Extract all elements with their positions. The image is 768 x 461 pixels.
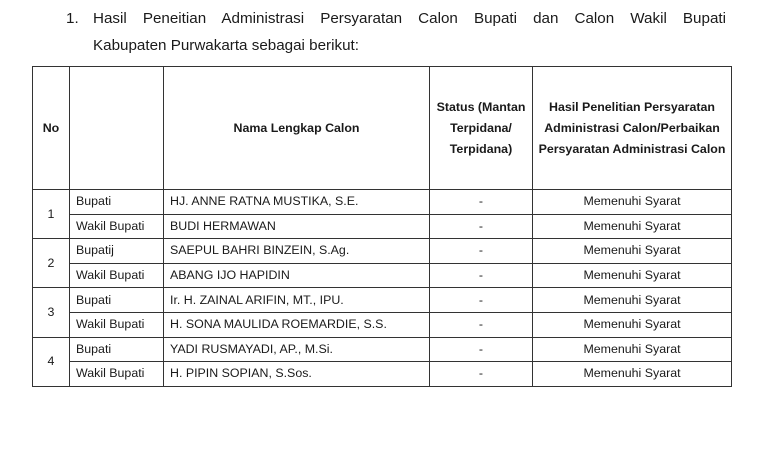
hasil-cell: Memenuhi Syarat [533, 190, 732, 215]
table-row [33, 288, 732, 313]
jabatan-cell: Wakil Bupati [70, 214, 164, 239]
nama-cell: H. SONA MAULIDA ROEMARDIE, S.S. [164, 312, 430, 337]
jabatan-cell: Bupatij [70, 239, 164, 264]
jabatan-cell: Wakil Bupati [70, 263, 164, 288]
table-row [33, 337, 732, 362]
hasil-cell: Memenuhi Syarat [533, 312, 732, 337]
status-cell: - [430, 190, 533, 215]
nama-cell: H. PIPIN SOPIAN, S.Sos. [164, 362, 430, 387]
nama-cell: ABANG IJO HAPIDIN [164, 263, 430, 288]
table-row [33, 312, 732, 337]
intro-line-2: Kabupaten Purwakarta sebagai berikut: [93, 37, 359, 54]
hasil-cell: Memenuhi Syarat [533, 288, 732, 313]
table-header-row [33, 67, 732, 190]
hasil-cell: Memenuhi Syarat [533, 362, 732, 387]
table-row [33, 263, 732, 288]
header-jabatan [70, 67, 164, 190]
jabatan-cell: Bupati [70, 190, 164, 215]
row-number: 4 [33, 337, 70, 386]
status-cell: - [430, 239, 533, 264]
list-number: 1. [66, 10, 79, 27]
nama-cell: YADI RUSMAYADI, AP., M.Si. [164, 337, 430, 362]
row-number: 2 [33, 239, 70, 288]
nama-cell: SAEPUL BAHRI BINZEIN, S.Ag. [164, 239, 430, 264]
status-cell: - [430, 337, 533, 362]
nama-cell: BUDI HERMAWAN [164, 214, 430, 239]
table-row [33, 190, 732, 215]
table-row [33, 214, 732, 239]
header-nama: Nama Lengkap Calon [164, 67, 430, 190]
intro-line-1: Hasil Peneitian Administrasi Persyaratan Calon Bupati dan Calon Wakil Bupati [93, 10, 726, 27]
hasil-cell: Memenuhi Syarat [533, 263, 732, 288]
jabatan-cell: Bupati [70, 288, 164, 313]
row-number: 1 [33, 190, 70, 239]
hasil-cell: Memenuhi Syarat [533, 337, 732, 362]
status-cell: - [430, 214, 533, 239]
table-row [33, 362, 732, 387]
hasil-cell: Memenuhi Syarat [533, 214, 732, 239]
header-hasil: Hasil Penelitian Persyaratan Administrasi Calon/Perbaikan Persyaratan Administrasi Calon [533, 67, 732, 190]
table-row [33, 239, 732, 264]
row-number: 3 [33, 288, 70, 337]
hasil-cell: Memenuhi Syarat [533, 239, 732, 264]
nama-cell: Ir. H. ZAINAL ARIFIN, MT., IPU. [164, 288, 430, 313]
jabatan-cell: Wakil Bupati [70, 312, 164, 337]
nama-cell: HJ. ANNE RATNA MUSTIKA, S.E. [164, 190, 430, 215]
status-cell: - [430, 312, 533, 337]
status-cell: - [430, 288, 533, 313]
header-status: Status (Mantan Terpidana/ Terpidana) [430, 67, 533, 190]
jabatan-cell: Wakil Bupati [70, 362, 164, 387]
jabatan-cell: Bupati [70, 337, 164, 362]
header-no: No [33, 67, 70, 190]
results-table [32, 66, 732, 387]
status-cell: - [430, 362, 533, 387]
status-cell: - [430, 263, 533, 288]
